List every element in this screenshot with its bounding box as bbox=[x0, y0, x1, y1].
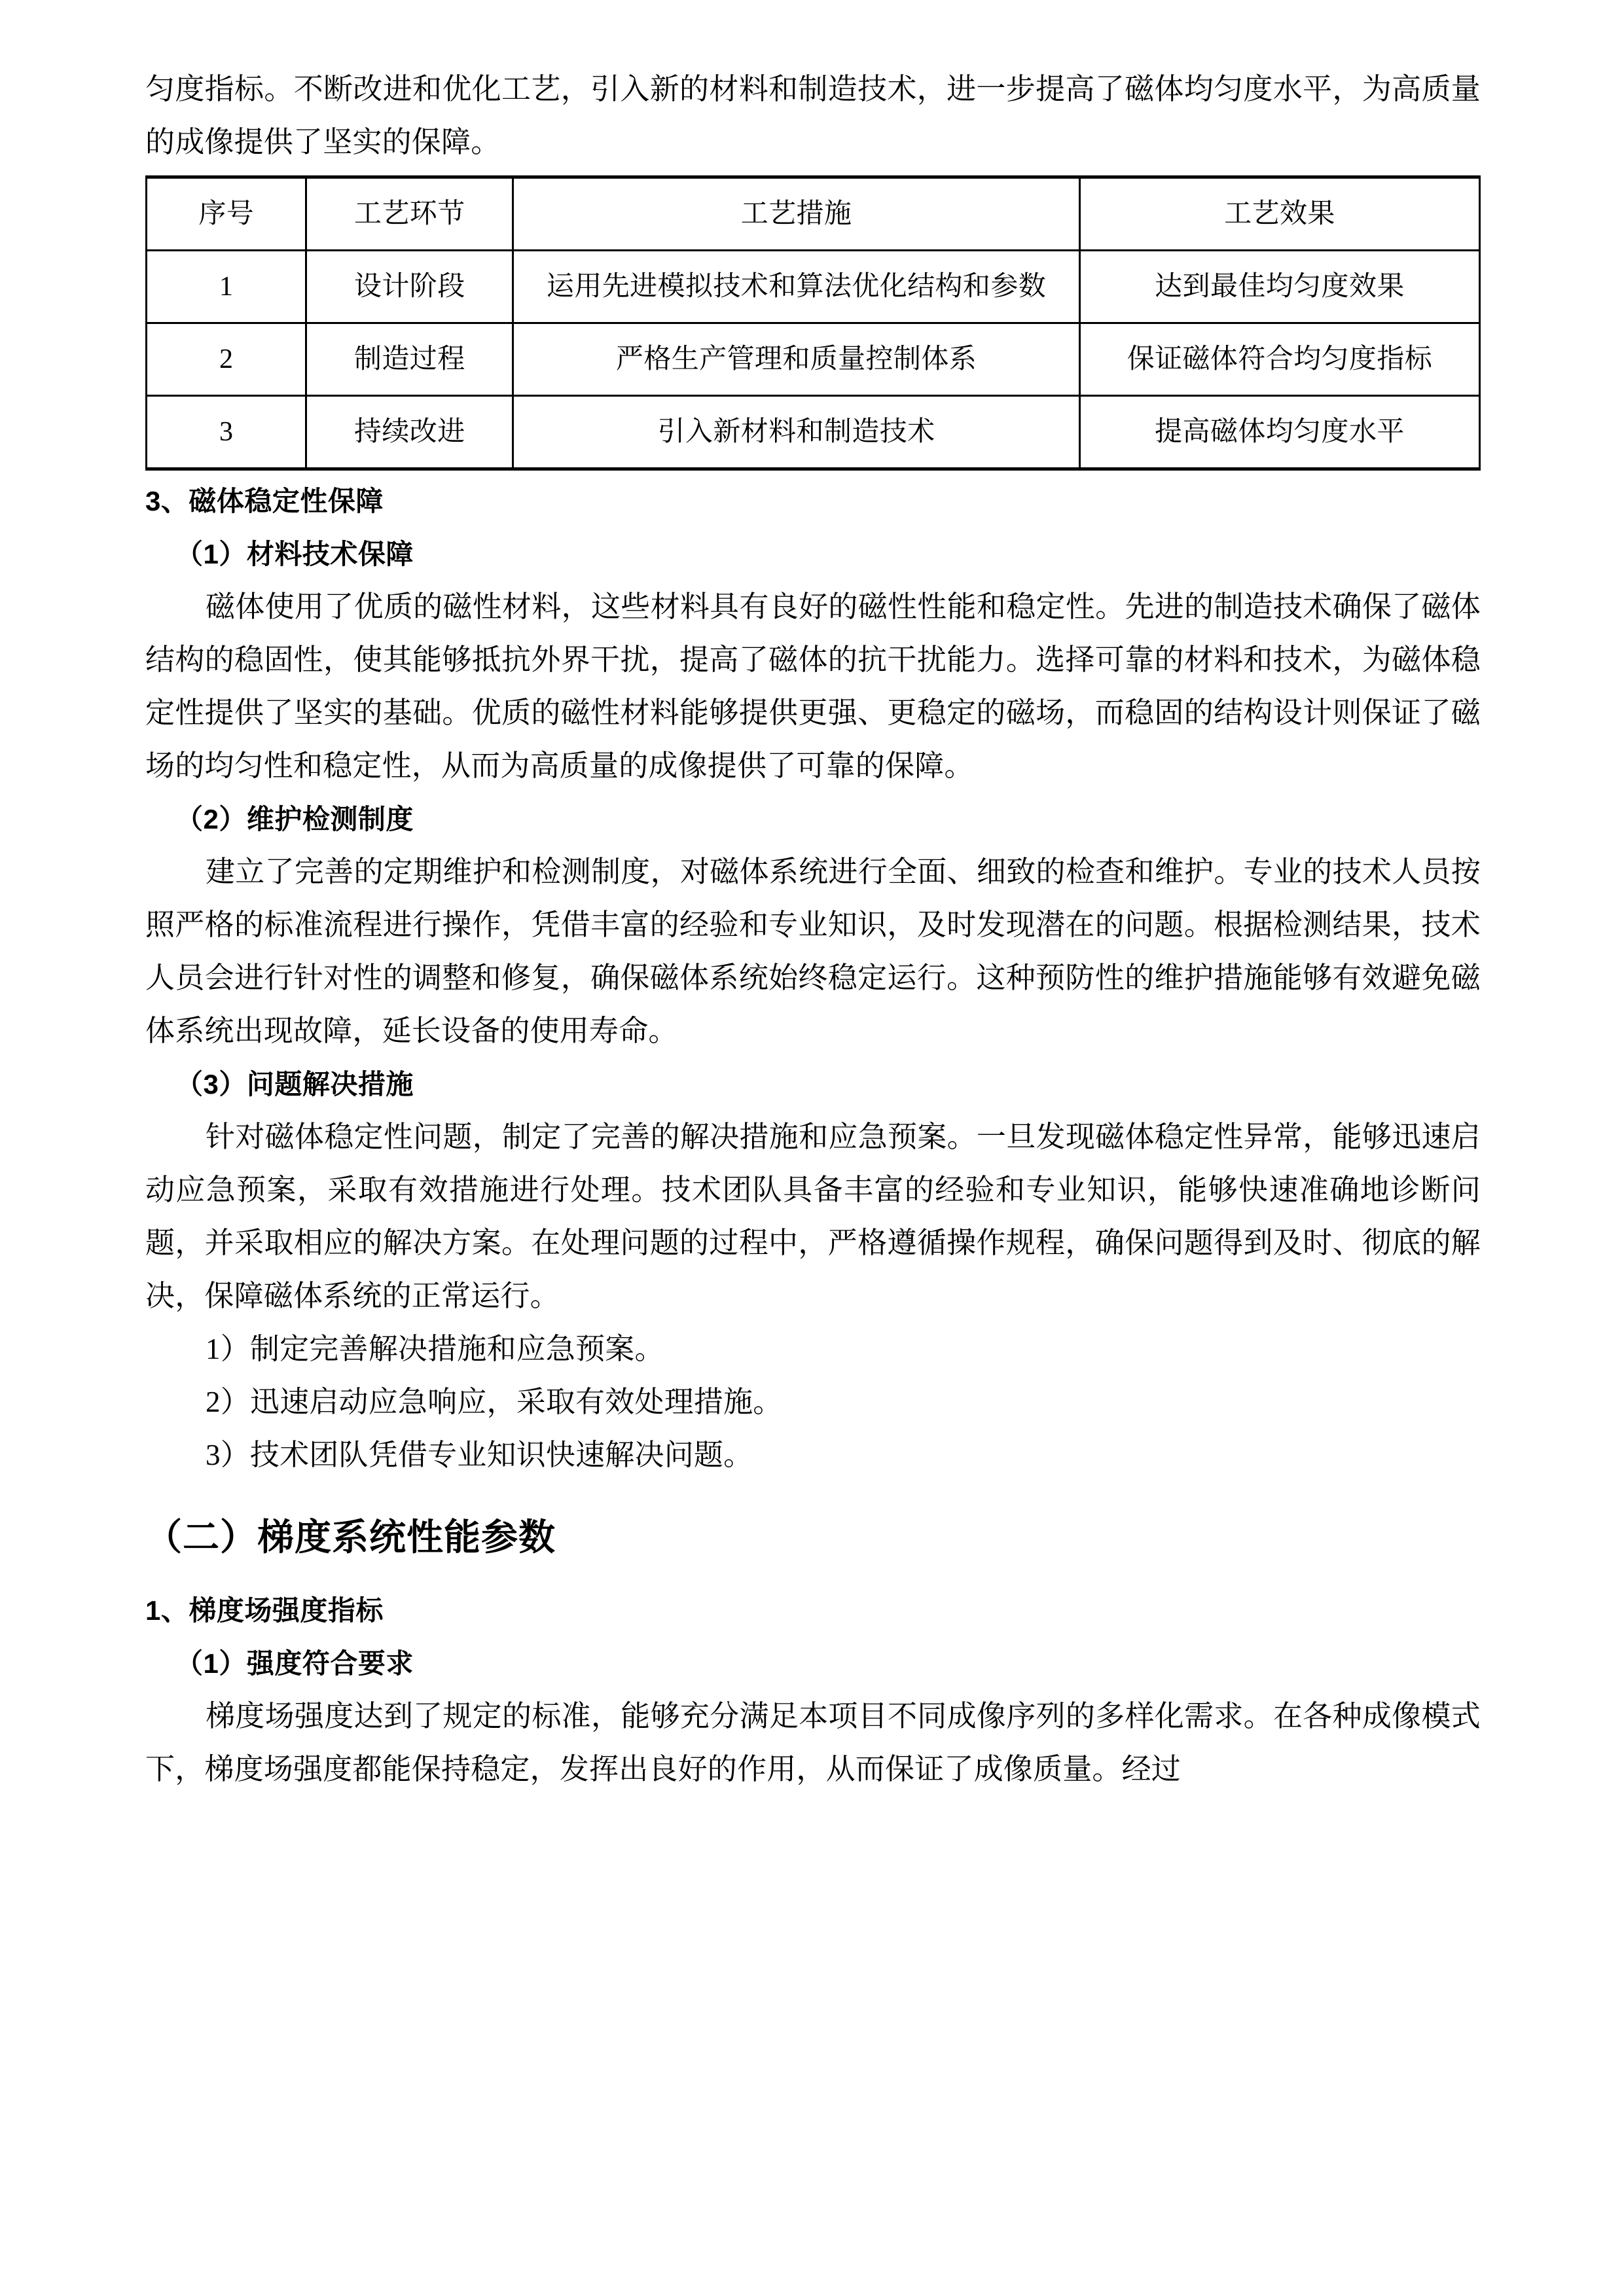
document-body bbox=[145, 63, 1481, 1796]
table-header-stage: 工艺环节 bbox=[306, 177, 513, 251]
paragraph-material-technology: 磁体使用了优质的磁性材料，这些材料具有良好的磁性性能和稳定性。先进的制造技术确保了磁体结构的稳固性，使其能够抵抗外界干扰，提高了磁体的抗干扰能力。选择可靠的材料和技术，为磁体稳定性提供了坚实的基础。优质的磁性材料能够提供更强、更稳定的磁场，而稳固的结构设计则保证了磁场的均匀性和稳定性，从而为高质量的成像提供了可靠的保障。 bbox=[145, 590, 1481, 782]
spacer bbox=[145, 1573, 1481, 1584]
table-row bbox=[147, 251, 1480, 323]
heading-maintenance-inspection: （2）维护检测制度 bbox=[175, 804, 414, 834]
paragraph-strength-meets-requirements: 梯度场强度达到了规定的标准，能够充分满足本项目不同成像序列的多样化需求。在各种成像模式下，梯度场强度都能保持稳定，发挥出良好的作用，从而保证了成像质量。经过 bbox=[145, 1700, 1481, 1785]
heading-magnet-stability: 3、磁体稳定性保障 bbox=[145, 486, 384, 516]
cell-measure: 运用先进模拟技术和算法优化结构和参数 bbox=[513, 251, 1080, 323]
spacer bbox=[145, 1482, 1481, 1501]
cell-measure: 严格生产管理和质量控制体系 bbox=[513, 323, 1080, 396]
process-table bbox=[145, 175, 1481, 471]
heading-problem-resolution: （3）问题解决措施 bbox=[175, 1069, 414, 1100]
heading-gradient-field-strength: 1、梯度场强度指标 bbox=[145, 1595, 384, 1626]
cell-seq: 2 bbox=[147, 323, 306, 396]
table-header-effect: 工艺效果 bbox=[1079, 177, 1479, 251]
table-header-seq: 序号 bbox=[147, 177, 306, 251]
paragraph-problem-resolution: 针对磁体稳定性问题，制定了完善的解决措施和应急预案。一旦发现磁体稳定性异常，能够迅速启动应急预案，采取有效措施进行处理。技术团队具备丰富的经验和专业知识，能够快速准确地诊断问题，并采取相应的解决方案。在处理问题的过程中，严格遵循操作规程，确保问题得到及时、彻底的解决，保障磁体系统的正常运行。 bbox=[145, 1121, 1481, 1312]
cell-seq: 3 bbox=[147, 396, 306, 469]
cell-effect: 提高磁体均匀度水平 bbox=[1079, 396, 1479, 469]
table-row bbox=[147, 396, 1480, 469]
table-header-measure: 工艺措施 bbox=[513, 177, 1080, 251]
cell-stage: 持续改进 bbox=[306, 396, 513, 469]
heading-strength-meets-requirements: （1）强度符合要求 bbox=[175, 1648, 414, 1679]
list-item: 3）技术团队凭借专业知识快速解决问题。 bbox=[206, 1439, 753, 1471]
paragraph-maintenance-inspection: 建立了完善的定期维护和检测制度，对磁体系统进行全面、细致的检查和维护。专业的技术人员按照严格的标准流程进行操作，凭借丰富的经验和专业知识，及时发现潜在的问题。根据检测结果，技术人员会进行针对性的调整和修复，确保磁体系统始终稳定运行。这种预防性的维护措施能够有效避免磁体系统出现故障，延长设备的使用寿命。 bbox=[145, 855, 1481, 1047]
list-item: 1）制定完善解决措施和应急预案。 bbox=[206, 1333, 664, 1365]
cell-effect: 达到最佳均匀度效果 bbox=[1079, 251, 1479, 323]
cell-stage: 设计阶段 bbox=[306, 251, 513, 323]
cell-measure: 引入新材料和制造技术 bbox=[513, 396, 1080, 469]
cell-seq: 1 bbox=[147, 251, 306, 323]
table-header-row bbox=[147, 177, 1480, 251]
heading-material-technology: （1）材料技术保障 bbox=[175, 539, 414, 569]
table-row bbox=[147, 323, 1480, 396]
cell-effect: 保证磁体符合均匀度指标 bbox=[1079, 323, 1479, 396]
lead-paragraph: 匀度指标。不断改进和优化工艺，引入新的材料和制造技术，进一步提高了磁体均匀度水平，为高质量的成像提供了坚实的保障。 bbox=[145, 73, 1481, 158]
problem-resolution-list bbox=[145, 1323, 1481, 1482]
heading-gradient-system-parameters: （二）梯度系统性能参数 bbox=[145, 1516, 556, 1558]
list-item: 2）迅速启动应急响应，采取有效处理措施。 bbox=[206, 1386, 783, 1418]
cell-stage: 制造过程 bbox=[306, 323, 513, 396]
